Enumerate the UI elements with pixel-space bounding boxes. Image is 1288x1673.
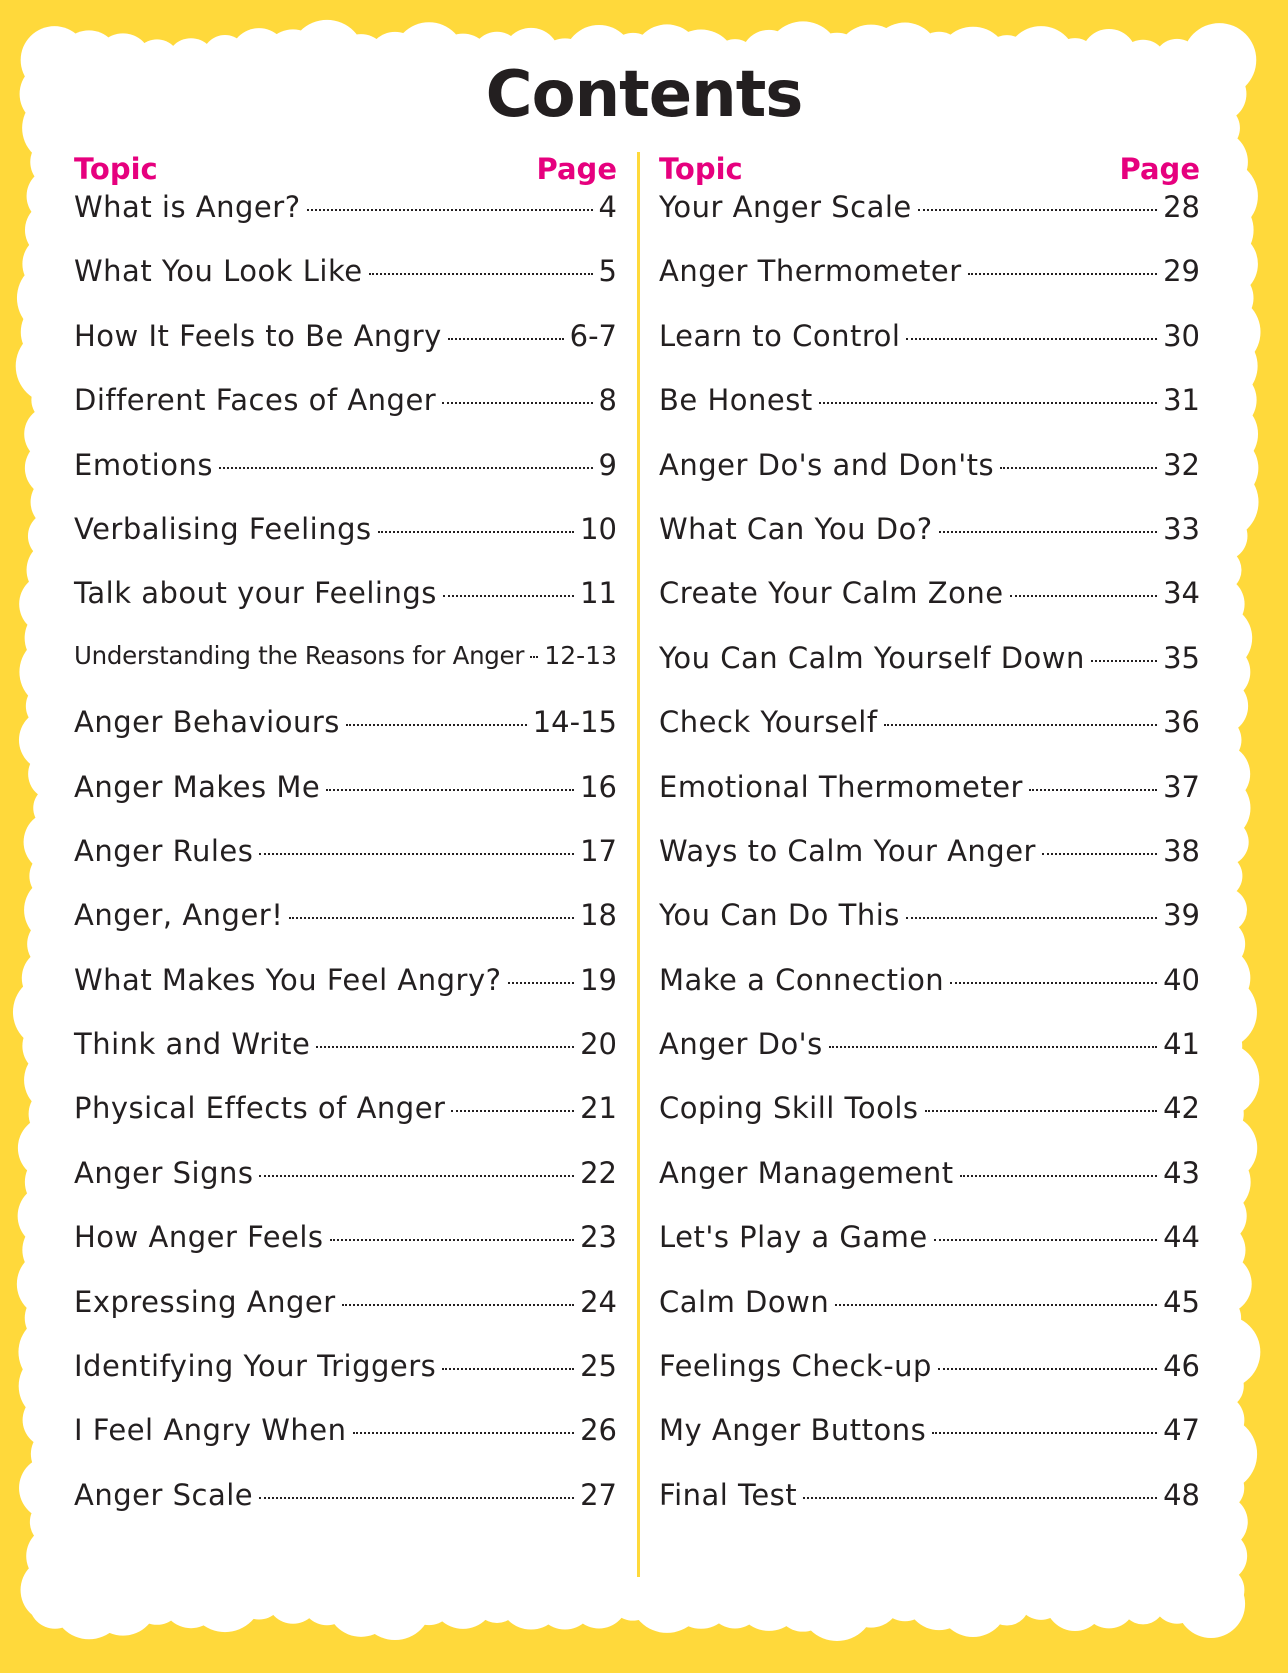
entry-page-number: 27: [580, 1477, 617, 1512]
entry-page-number: 26: [580, 1413, 617, 1448]
entry-page-number: 5: [598, 254, 617, 289]
contents-entry[interactable]: [659, 834, 1200, 898]
entry-topic: Anger Do's and Don'ts: [659, 447, 995, 482]
entry-topic: Create Your Calm Zone: [659, 576, 1004, 611]
contents-entry[interactable]: [659, 254, 1200, 318]
entry-page-number: 19: [580, 962, 617, 997]
entry-page-number: 32: [1163, 447, 1200, 482]
entry-page-number: 14-15: [532, 705, 617, 740]
entry-page-number: 10: [580, 511, 617, 546]
entry-page-number: 36: [1163, 705, 1200, 740]
entry-page-number: 29: [1163, 254, 1200, 289]
dot-leader: [443, 595, 574, 597]
contents-entry[interactable]: [74, 190, 617, 254]
entry-topic: Talk about your Feelings: [74, 576, 437, 611]
contents-entry[interactable]: [74, 1027, 617, 1091]
contents-entry[interactable]: [659, 512, 1200, 576]
entry-page-number: 11: [580, 576, 617, 611]
entry-page-number: 38: [1163, 833, 1200, 868]
dot-leader: [326, 789, 574, 791]
dot-leader: [316, 1046, 574, 1048]
contents-column-right: [659, 148, 1200, 1542]
contents-entry[interactable]: [74, 641, 617, 705]
contents-entry[interactable]: [659, 576, 1200, 640]
entry-page-number: 35: [1163, 640, 1200, 675]
entry-page-number: 42: [1163, 1091, 1200, 1126]
contents-entry[interactable]: [74, 1478, 617, 1542]
dot-leader: [939, 531, 1157, 533]
dot-leader: [508, 982, 575, 984]
entry-page-number: 40: [1163, 962, 1200, 997]
entry-topic: Make a Connection: [659, 962, 945, 997]
dot-leader: [968, 273, 1157, 275]
dot-leader: [932, 1432, 1157, 1434]
dot-leader: [259, 1497, 574, 1499]
contents-entry[interactable]: [74, 1349, 617, 1413]
dot-leader: [342, 1304, 574, 1306]
contents-entry[interactable]: [659, 1478, 1200, 1542]
dot-leader: [307, 209, 593, 211]
contents-entry[interactable]: [74, 1285, 617, 1349]
contents-entry[interactable]: [74, 319, 617, 383]
contents-entry[interactable]: [659, 963, 1200, 1027]
entry-page-number: 8: [598, 383, 617, 418]
contents-entry[interactable]: [74, 1156, 617, 1220]
entry-topic: Feelings Check-up: [659, 1349, 932, 1384]
entry-topic: Coping Skill Tools: [659, 1091, 919, 1126]
entry-page-number: 17: [580, 833, 617, 868]
entry-topic: What Makes You Feel Angry?: [74, 962, 502, 997]
dot-leader: [442, 1368, 574, 1370]
entry-page-number: 20: [580, 1027, 617, 1062]
entry-topic: Final Test: [659, 1477, 798, 1512]
entry-topic: Anger Rules: [74, 833, 254, 868]
dot-leader: [448, 338, 564, 340]
entry-topic: Check Yourself: [659, 705, 878, 740]
entry-topic: I Feel Angry When: [74, 1413, 347, 1448]
entry-topic: Anger Signs: [74, 1155, 254, 1190]
dot-leader: [219, 467, 593, 469]
contents-entry[interactable]: [659, 190, 1200, 254]
contents-entry[interactable]: [74, 1220, 617, 1284]
dot-leader: [530, 656, 538, 658]
dot-leader: [442, 402, 592, 404]
contents-entry[interactable]: [74, 770, 617, 834]
contents-entry[interactable]: [659, 1220, 1200, 1284]
entry-topic: Your Anger Scale: [659, 190, 912, 224]
entry-topic: My Anger Buttons: [659, 1413, 927, 1448]
dot-leader: [960, 1175, 1157, 1177]
entry-page-number: 23: [580, 1220, 617, 1255]
entry-topic: Anger Makes Me: [74, 769, 321, 804]
contents-entry[interactable]: [659, 1349, 1200, 1413]
contents-entry[interactable]: [659, 641, 1200, 705]
contents-entry[interactable]: [74, 834, 617, 898]
entry-page-number: 6-7: [569, 318, 617, 353]
dot-leader: [829, 1046, 1157, 1048]
contents-entry[interactable]: [659, 770, 1200, 834]
entry-list: [659, 190, 1200, 1542]
entry-page-number: 31: [1163, 383, 1200, 418]
entry-page-number: 34: [1163, 576, 1200, 611]
entry-page-number: 9: [598, 447, 617, 482]
dot-leader: [1000, 467, 1157, 469]
dot-leader: [819, 402, 1157, 404]
contents-entry[interactable]: [74, 963, 617, 1027]
contents-entry[interactable]: [659, 383, 1200, 447]
dot-leader: [346, 724, 527, 726]
dot-leader: [1010, 595, 1158, 597]
contents-entry[interactable]: [659, 1285, 1200, 1349]
entry-topic: Anger Scale: [74, 1477, 254, 1512]
entry-topic: What is Anger?: [74, 190, 301, 224]
entry-page-number: 33: [1163, 511, 1200, 546]
dot-leader: [835, 1304, 1157, 1306]
entry-page-number: 4: [598, 190, 617, 224]
contents-entry[interactable]: [74, 512, 617, 576]
entry-page-number: 16: [580, 769, 617, 804]
entry-topic: Emotions: [74, 447, 213, 482]
column-header: [74, 148, 617, 190]
entry-topic: Emotional Thermometer: [659, 769, 1023, 804]
entry-topic: How Anger Feels: [74, 1220, 324, 1255]
entry-page-number: 21: [580, 1091, 617, 1126]
contents-entry[interactable]: [74, 1091, 617, 1155]
entry-topic: Calm Down: [659, 1284, 830, 1319]
dot-leader: [1091, 660, 1157, 662]
dot-leader: [259, 853, 574, 855]
contents-entry[interactable]: [659, 319, 1200, 383]
contents-entry[interactable]: [74, 448, 617, 512]
dot-leader: [906, 338, 1157, 340]
entry-page-number: 48: [1163, 1477, 1200, 1512]
entry-page-number: 24: [580, 1284, 617, 1319]
entry-page-number: 25: [580, 1349, 617, 1384]
page-header: Page: [536, 152, 617, 186]
column-divider: [637, 152, 640, 1577]
dot-leader: [906, 917, 1157, 919]
entry-page-number: 41: [1163, 1027, 1200, 1062]
entry-page-number: 12-13: [544, 640, 617, 670]
entry-topic: Learn to Control: [659, 318, 901, 353]
entry-topic: Anger Thermometer: [659, 254, 962, 289]
entry-topic: What Can You Do?: [659, 511, 933, 546]
entry-topic: Be Honest: [659, 383, 813, 418]
dot-leader: [1042, 853, 1157, 855]
dot-leader: [950, 982, 1157, 984]
entry-page-number: 18: [580, 898, 617, 933]
entry-topic: Anger, Anger!: [74, 898, 284, 933]
page-header: Page: [1119, 152, 1200, 186]
entry-page-number: 43: [1163, 1155, 1200, 1190]
entry-page-number: 45: [1163, 1284, 1200, 1319]
entry-topic: You Can Do This: [659, 898, 900, 933]
dot-leader: [330, 1239, 575, 1241]
dot-leader: [918, 209, 1157, 211]
contents-entry[interactable]: [659, 1413, 1200, 1477]
entry-topic: Anger Do's: [659, 1027, 823, 1062]
entry-page-number: 28: [1163, 190, 1200, 224]
entry-topic: You Can Calm Yourself Down: [659, 640, 1085, 675]
contents-entry[interactable]: [659, 898, 1200, 962]
contents-entry[interactable]: [659, 1156, 1200, 1220]
entry-topic: How It Feels to Be Angry: [74, 318, 442, 353]
entry-page-number: 22: [580, 1155, 617, 1190]
dot-leader: [938, 1368, 1157, 1370]
dot-leader: [934, 1239, 1157, 1241]
entry-page-number: 46: [1163, 1349, 1200, 1384]
entry-topic: Identifying Your Triggers: [74, 1349, 437, 1384]
contents-entry[interactable]: [74, 705, 617, 769]
dot-leader: [925, 1110, 1158, 1112]
column-header: [659, 148, 1200, 190]
contents-entry[interactable]: [659, 1027, 1200, 1091]
dot-leader: [803, 1497, 1157, 1499]
entry-topic: Different Faces of Anger: [74, 383, 437, 418]
entry-topic: Understanding the Reasons for Anger: [74, 640, 525, 670]
topic-header: Topic: [659, 152, 743, 186]
dot-leader: [451, 1110, 574, 1112]
contents-entry[interactable]: [74, 576, 617, 640]
entry-page-number: 47: [1163, 1413, 1200, 1448]
topic-header: Topic: [74, 152, 158, 186]
entry-page-number: 39: [1163, 898, 1200, 933]
page-title: Contents: [485, 58, 803, 132]
dot-leader: [369, 273, 593, 275]
dot-leader: [378, 531, 574, 533]
dot-leader: [289, 917, 574, 919]
contents-column-left: [74, 148, 617, 1542]
entry-page-number: 44: [1163, 1220, 1200, 1255]
contents-entry[interactable]: [74, 1413, 617, 1477]
dot-leader: [1029, 789, 1157, 791]
entry-topic: Let's Play a Game: [659, 1220, 928, 1255]
dot-leader: [259, 1175, 574, 1177]
contents-entry[interactable]: [74, 254, 617, 318]
dot-leader: [884, 724, 1158, 726]
contents-entry[interactable]: [659, 1091, 1200, 1155]
dot-leader: [353, 1432, 575, 1434]
entry-topic: Expressing Anger: [74, 1284, 336, 1319]
entry-topic: What You Look Like: [74, 254, 363, 289]
entry-page-number: 30: [1163, 318, 1200, 353]
entry-topic: Anger Behaviours: [74, 705, 340, 740]
entry-topic: Physical Effects of Anger: [74, 1091, 446, 1126]
entry-list: [74, 190, 617, 1542]
entry-topic: Verbalising Feelings: [74, 511, 372, 546]
entry-topic: Think and Write: [74, 1027, 311, 1062]
entry-topic: Anger Management: [659, 1155, 954, 1190]
contents-entry[interactable]: [74, 898, 617, 962]
contents-entry[interactable]: [659, 448, 1200, 512]
entry-topic: Ways to Calm Your Anger: [659, 833, 1036, 868]
entry-page-number: 37: [1163, 769, 1200, 804]
contents-entry[interactable]: [74, 383, 617, 447]
contents-entry[interactable]: [659, 705, 1200, 769]
